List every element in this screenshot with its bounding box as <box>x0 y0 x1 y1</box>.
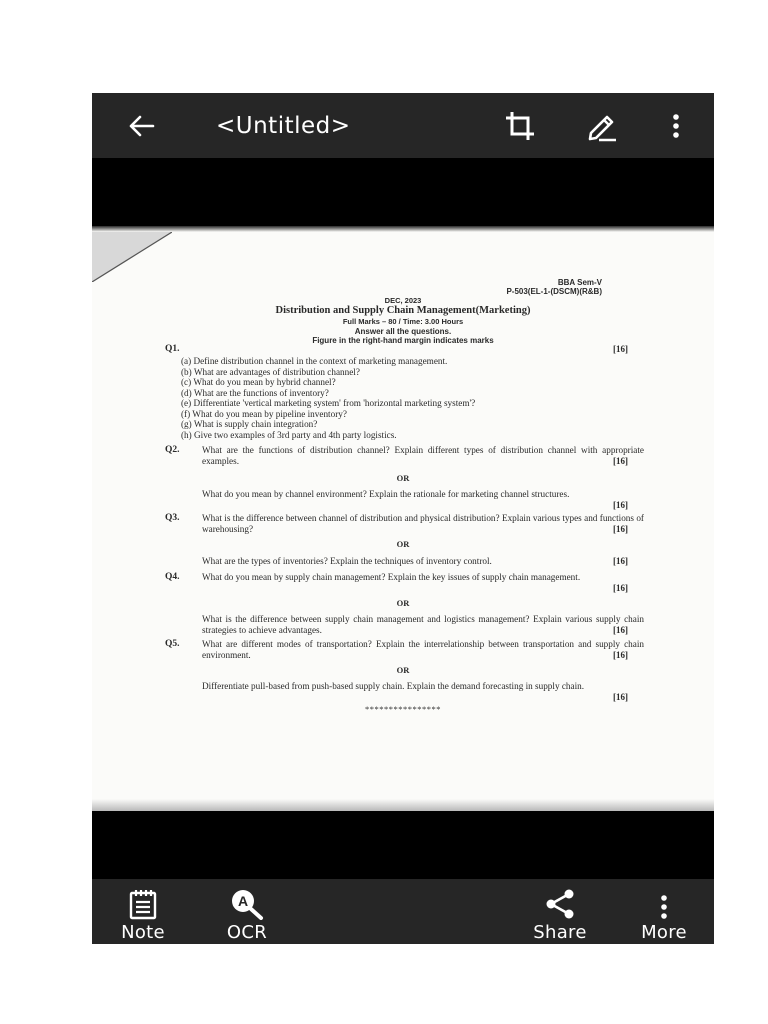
q1-item: (d) What are the functions of inventory? <box>181 387 329 398</box>
more-vertical-icon <box>659 894 669 920</box>
instruction-marks: Figure in the right-hand margin indicates marks <box>312 336 494 345</box>
page-edge-shadow <box>92 226 714 232</box>
ocr-search-icon <box>225 886 269 920</box>
or-separator: OR <box>396 473 410 483</box>
or-separator: OR <box>396 598 410 608</box>
scanned-document[interactable] <box>92 226 714 811</box>
or-separator: OR <box>396 539 410 549</box>
question-alt-text: Differentiate pull-based from push-based supply chain. Explain the demand forecasting in supply chain. <box>202 681 585 691</box>
page-bottom-shadow <box>92 799 714 811</box>
crop-button[interactable] <box>502 108 538 144</box>
note-button[interactable] <box>112 879 174 944</box>
question-alt-text: What are the types of inventories? Explain the techniques of inventory control. <box>202 556 492 566</box>
question-text: What are the functions of distribution channel? Explain different types of distribution channel with appropriate examples. <box>202 445 644 466</box>
full-marks: Full Marks – 80 / Time: 3.00 Hours <box>342 317 464 326</box>
edit-button[interactable] <box>584 108 620 144</box>
question-text: What is the difference between channel of distribution and physical distribution? Explain various types and functions of warehousing? <box>202 513 644 534</box>
question-text: What are different modes of transportation? Explain the interrelationship between transportation and supply chain environment. <box>202 639 644 660</box>
question-marks: [16] <box>613 650 628 660</box>
question-alt-text: What is the difference between supply chain management and logistics management? Explain various supply chain strategies to achieve advantages. <box>202 614 644 635</box>
share-icon <box>545 888 575 920</box>
page-fold-shadow <box>92 232 172 282</box>
question-number: Q3. <box>165 513 180 523</box>
question-marks: [16] <box>613 556 628 566</box>
question-marks: [16] <box>613 692 628 702</box>
q1-item: (c) What do you mean by hybrid channel? <box>181 377 336 387</box>
q1-item: (e) Differentiate 'vertical marketing system' from 'horizontal marketing system'? <box>181 398 476 408</box>
question-alt-text: What do you mean by channel environment? Explain the rationale for marketing channel structures. <box>202 489 570 499</box>
exam-subject: Distribution and Supply Chain Management(Marketing) <box>275 305 531 316</box>
question-marks: [16] <box>613 456 628 466</box>
course-label: BBA Sem-V <box>557 278 602 287</box>
end-of-paper-mark: **************** <box>365 704 441 714</box>
question-number: Q1. <box>165 344 180 354</box>
more-button[interactable] <box>630 879 698 944</box>
question-marks: [16] <box>613 583 628 593</box>
question-number: Q4. <box>165 572 180 582</box>
ocr-button[interactable] <box>220 879 274 944</box>
bottom-toolbar <box>92 879 714 944</box>
overflow-menu-button[interactable] <box>658 108 694 144</box>
question-number: Q2. <box>165 445 180 455</box>
question-marks: [16] <box>613 625 628 635</box>
crop-icon <box>503 109 537 143</box>
question-marks: [16] <box>613 344 628 354</box>
share-label: Share <box>533 922 587 943</box>
pen-icon <box>585 109 619 143</box>
notepad-icon <box>128 888 158 920</box>
q1-item: (a) Define distribution channel in the context of marketing management. <box>181 356 448 366</box>
q1-item: (g) What is supply chain integration? <box>181 419 318 429</box>
question-number: Q5. <box>165 639 180 649</box>
exam-date: DEC, 2023 <box>384 296 422 305</box>
share-button[interactable] <box>524 879 596 944</box>
or-separator: OR <box>396 665 410 675</box>
back-button[interactable] <box>124 109 158 143</box>
question-text: What do you mean by supply chain management? Explain the key issues of supply chain management. <box>202 572 581 582</box>
note-label: Note <box>121 922 165 943</box>
svg-text:A: A <box>237 893 249 909</box>
instruction-answer-all: Answer all the questions. <box>354 327 452 336</box>
arrow-left-icon <box>127 114 155 138</box>
more-vertical-icon <box>671 113 681 139</box>
more-label: More <box>641 922 687 943</box>
q1-item: (h) Give two examples of 3rd party and 4th party logistics. <box>181 429 397 440</box>
ocr-label: OCR <box>226 922 268 943</box>
question-marks: [16] <box>613 500 628 510</box>
document-title[interactable]: <Untitled> <box>216 113 351 139</box>
q1-item: (f) What do you mean by pipeline inventory? <box>181 408 347 419</box>
scanner-app-screen <box>92 93 714 944</box>
top-toolbar <box>92 93 714 158</box>
q1-item: (b) What are advantages of distribution channel? <box>181 366 360 377</box>
question-marks: [16] <box>613 524 628 534</box>
paper-code: P-503(EL-1-(DSCM)(R&B) <box>506 287 602 296</box>
